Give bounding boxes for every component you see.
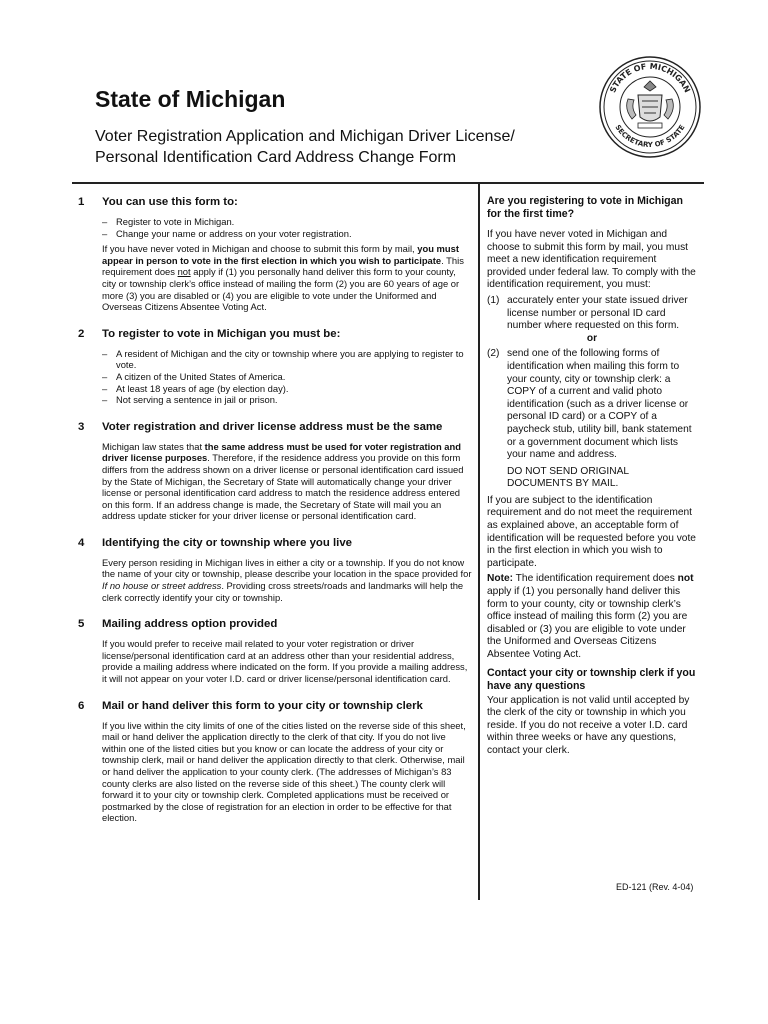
delivery-paragraph: If you live within the city limits of one of the cities listed on the reverse side of this sheet, mail or hand deliver the application directly to the clerk of that city. If you do not live within one of the listed cities but you know or can locate the address of your city or township clerk, mail or hand deliver the application directly to that clerk. Otherwise, mail or hand deliver the application to your county clerk. (The addresses of Michigan’s 83 county clerks are also listed on the reverse side of this sheet.) The county clerk will forward it to your city or township clerk. Completed applications must be received or postmarked by the close of registration for an election in order to be effective for that election.	[102, 719, 466, 824]
list-item: – A citizen of the United States of America.	[102, 370, 286, 382]
form-title	[95, 126, 595, 168]
section-title: Mail or hand deliver this form to your city or township clerk	[102, 699, 423, 712]
section-heading	[78, 699, 472, 713]
section-title: Mailing address option provided	[102, 618, 278, 631]
section-body	[102, 557, 472, 603]
column-divider	[478, 184, 480, 900]
section-3	[78, 420, 472, 522]
form-title-line-2: Personal Identification Card Address Change Form	[95, 149, 457, 166]
contact-paragraph: Your application is not valid until accepted by the clerk of the city or township in which you reside. If you do not receive a voter I.D. card within three weeks or have any questions, contact your clerk.	[487, 694, 690, 756]
address-paragraph: Michigan law states that the same address must be used for voter registration and driver license purposes. Therefore, if the residence address you provide on this form differs from the address shown on a driver license or personal identification card issued by the State of Michigan, the Secretary of State will automatically change your driver license or personal identification card address to match the residence address entered on this form. If an address change is made, the Secretary of State will mail you an address update sticker for your driver license or personal identification card.	[102, 440, 464, 522]
list-item: – Change your name or address on your voter registration.	[102, 227, 352, 239]
section-heading	[78, 195, 472, 209]
note-paragraph: Note: The identification requirement does not apply if (1) you personally hand deliver this form to your county, city or township clerk’s office instead of mailing this form (2) you are disabled or (3) you are eligible to vote under the Uniformed and Overseas Citizens Absentee Voting Act.	[487, 573, 694, 660]
section-5	[78, 617, 472, 684]
first-time-voter-paragraph: If you have never voted in Michigan and choose to submit this form by mail, you must appear in person to vote in the first election in which you wish to participate. This requirement does not apply if (1) you personally hand deliver this form to your county, city or township clerk’s office instead of mailing the form (2) you are 60 years of age or more (3) you are disabled or (4) you are eligible to vote under the Uniformed and Overseas Citizens Absentee Voting Act.	[102, 243, 464, 313]
section-body	[102, 638, 472, 684]
section-number: 4	[78, 536, 85, 549]
list-item: – Register to vote in Michigan.	[102, 216, 235, 227]
state-title: State of Michigan	[95, 86, 286, 112]
section-6	[78, 699, 472, 824]
or-separator: or	[586, 332, 598, 344]
section-title: Voter registration and driver license address must be the same	[102, 420, 443, 433]
list-item: – Not serving a sentence in jail or prison.	[102, 394, 278, 406]
section-body	[102, 720, 472, 824]
state-seal-icon	[598, 55, 702, 159]
section-1	[78, 195, 472, 313]
id-option-2: (2) send one of the following forms of identification when mailing this form to your county, city or township clerk: a COPY of a current and valid photo identification (such as a driver license or personal ID card) or a COPY of a paycheck stub, utility bill, bank statement or a government document which lists your name and address.	[487, 348, 692, 461]
section-title: Identifying the city or township where you live	[102, 536, 352, 549]
section-body	[102, 216, 472, 313]
sidebar-column	[487, 195, 697, 758]
city-township-paragraph: Every person residing in Michigan lives in either a city or a township. If you do not know the name of your city or township, please describe your location in the space provided for If no house or street address. Providing cross streets/roads and landmarks will help the clerk correctly identify your city or township.	[102, 556, 472, 603]
section-4	[78, 536, 472, 603]
section-number: 2	[78, 327, 85, 340]
section-number: 5	[78, 618, 85, 631]
section-heading	[78, 617, 472, 631]
mailing-address-paragraph: If you would prefer to receive mail related to your voter registration or driver license/personal identification card at an address other than your residential address, provide a mailing address where indicated on the form. If you provide a mailing address, it will not appear on your voter I.D. card or driver license/personal identification card.	[102, 638, 468, 685]
section-number: 1	[78, 196, 85, 208]
first-time-heading: Are you registering to vote in Michigan for the first time?	[487, 195, 684, 220]
instructions-column	[78, 195, 472, 824]
section-body	[102, 348, 472, 406]
contact-heading: Contact your city or township clerk if you have any questions	[487, 666, 696, 692]
header-divider	[72, 182, 704, 184]
section-title: You can use this form to:	[102, 196, 238, 208]
section-heading	[78, 536, 472, 550]
section-heading	[78, 327, 472, 341]
form-number: ED-121 (Rev. 4-04)	[616, 882, 694, 892]
seal-bottom-text: SECRETARY OF STATE	[613, 123, 687, 150]
list-item: – At least 18 years of age (by election day).	[102, 382, 289, 394]
id-option-1: (1) accurately enter your state issued driver license number or personal ID card number where requested on this form.	[487, 294, 688, 332]
do-not-send-warning: DO NOT SEND ORIGINAL DOCUMENTS BY MAIL.	[507, 465, 629, 490]
section-title: To register to vote in Michigan you must be:	[102, 327, 341, 340]
section-heading	[78, 420, 472, 434]
section-2	[78, 327, 472, 406]
section-number: 3	[78, 420, 85, 433]
section-number: 6	[78, 699, 85, 712]
list-item: – A resident of Michigan and the city or township where you are applying to register to vote.	[102, 347, 464, 371]
use-list	[102, 216, 472, 239]
eligibility-list	[102, 348, 472, 406]
seal-top-text: STATE OF MICHIGAN	[608, 61, 692, 95]
form-title-line-1: Voter Registration Application and Michigan Driver License/	[95, 128, 515, 145]
subject-paragraph: If you are subject to the identification requirement and do not meet the requirement as explained above, an acceptable form of identification will be requested before you vote in the first election in which you wish to participate.	[487, 494, 696, 569]
sidebar-intro: If you have never voted in Michigan and choose to submit this form by mail, you must meet a new identification requirement provided under federal law. To comply with the identification requirement, you must:	[487, 229, 696, 291]
section-body	[102, 441, 472, 522]
